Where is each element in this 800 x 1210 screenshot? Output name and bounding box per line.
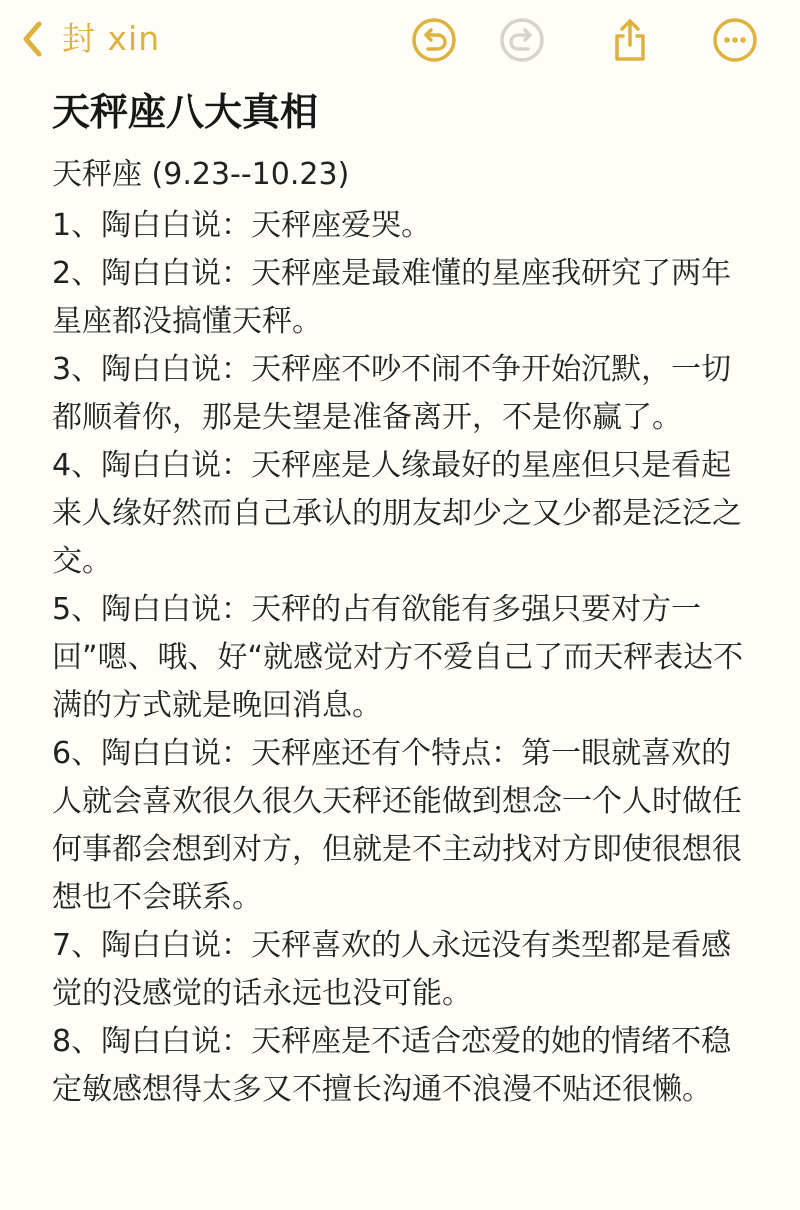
note-list-item[interactable]: 2、陶白白说：天秤座是最难懂的星座我研究了两年星座都没搞懂天秤。 bbox=[52, 256, 732, 339]
back-button-label: 封 xin bbox=[62, 19, 161, 58]
note-list-item[interactable]: 1、陶白白说：天秤座爱哭。 bbox=[52, 208, 432, 243]
note-list-item[interactable]: 4、陶白白说：天秤座是人缘最好的星座但只是看起来人缘好然而自己承认的朋友却少之又少都是泛泛之交。 bbox=[52, 448, 742, 579]
note-list-item[interactable]: 3、陶白白说：天秤座不吵不闹不争开始沉默，一切都顺着你，那是失望是准备离开，不是你赢了。 bbox=[52, 352, 732, 435]
note-list-item[interactable]: 5、陶白白说：天秤的占有欲能有多强只要对方一回”嗯、哦、好“就感觉对方不爱自己了而天秤表达不满的方式就是晚回消息。 bbox=[52, 592, 744, 723]
share-icon bbox=[606, 16, 654, 64]
note-list-item[interactable]: 7、陶白白说：天秤喜欢的人永远没有类型都是看感觉的没感觉的话永远也没可能。 bbox=[52, 928, 732, 1011]
top-navigation-bar bbox=[0, 0, 800, 86]
more-icon bbox=[711, 16, 759, 64]
note-list-item[interactable]: 6、陶白白说：天秤座还有个特点：第一眼就喜欢的人就会喜欢很久很久天秤还能做到想念一个人时做任何事都会想到对方，但就是不主动找对方即使很想很想也不会联系。 bbox=[52, 736, 742, 915]
undo-icon bbox=[410, 16, 458, 64]
chevron-left-icon bbox=[18, 17, 46, 61]
back-button[interactable] bbox=[18, 15, 160, 63]
note-list-item[interactable]: 8、陶白白说：天秤座是不适合恋爱的她的情绪不稳定敏感想得太多又不擅长沟通不浪漫不贴还很懒。 bbox=[52, 1024, 732, 1107]
redo-button[interactable] bbox=[498, 16, 546, 64]
note-content[interactable] bbox=[52, 84, 752, 1114]
more-button[interactable] bbox=[711, 16, 759, 64]
note-title[interactable]: 天秤座八大真相 bbox=[52, 90, 319, 134]
redo-icon bbox=[498, 16, 546, 64]
undo-button[interactable] bbox=[410, 16, 458, 64]
note-subtitle[interactable]: 天秤座 (9.23--10.23) bbox=[52, 157, 350, 192]
note-list bbox=[52, 202, 752, 1114]
share-button[interactable] bbox=[606, 16, 654, 64]
